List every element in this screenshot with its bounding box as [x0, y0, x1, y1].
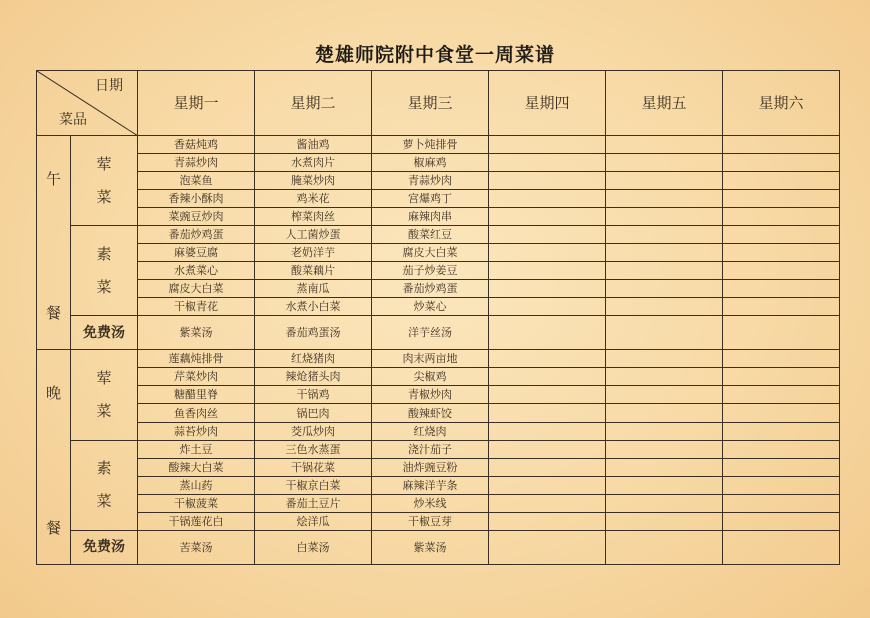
dinner-veg-row [37, 494, 840, 512]
dish-cell [723, 350, 840, 368]
dish-cell: 香菇炖鸡 [138, 136, 255, 154]
dish-cell [606, 368, 723, 386]
soup-cell [489, 530, 606, 564]
lunch-meat-row [37, 154, 840, 172]
dinner-meal-label-char: 晚 [45, 384, 61, 403]
lunch-meal-label-char: 餐 [45, 304, 61, 323]
dish-cell [489, 512, 606, 530]
dish-cell: 莲藕炖排骨 [138, 350, 255, 368]
dish-cell: 宫爆鸡丁 [372, 190, 489, 208]
dinner-meat-row [37, 422, 840, 440]
dish-cell [489, 350, 606, 368]
dish-cell: 干锅莲花白 [138, 512, 255, 530]
dish-cell [606, 386, 723, 404]
soup-cell: 紫菜汤 [138, 316, 255, 350]
soup-cell: 紫菜汤 [372, 530, 489, 564]
dish-cell [489, 226, 606, 244]
dinner-meat-row [37, 350, 840, 368]
dish-cell: 鱼香肉丝 [138, 404, 255, 422]
dish-cell: 锅巴肉 [255, 404, 372, 422]
dish-cell: 麻辣洋芋条 [372, 476, 489, 494]
lunch-meat-category-char: 荤 [96, 154, 112, 173]
lunch-veg-row [37, 280, 840, 298]
dish-cell: 番茄土豆片 [255, 494, 372, 512]
dish-cell: 红烧猪肉 [255, 350, 372, 368]
dish-cell [489, 190, 606, 208]
dish-cell [723, 226, 840, 244]
dish-cell: 老奶洋芋 [255, 244, 372, 262]
dinner-soup-label: 免费汤 [71, 530, 138, 564]
day-header: 星期三 [372, 71, 489, 136]
dish-cell [489, 476, 606, 494]
lunch-meat-row [37, 172, 840, 190]
dish-cell: 鸡米花 [255, 190, 372, 208]
dish-cell: 菜豌豆炒肉 [138, 208, 255, 226]
dish-cell [606, 136, 723, 154]
corner-date-label: 日期 [95, 78, 123, 94]
dish-cell: 青椒炒肉 [372, 386, 489, 404]
lunch-soup-label: 免费汤 [71, 316, 138, 350]
dinner-veg-row [37, 440, 840, 458]
dish-cell [489, 494, 606, 512]
dish-cell [723, 404, 840, 422]
dish-cell [606, 208, 723, 226]
dish-cell [606, 190, 723, 208]
lunch-veg-category-char: 菜 [96, 277, 112, 296]
lunch-veg-category-chars [71, 244, 137, 296]
day-header: 星期六 [723, 71, 840, 136]
dish-cell: 烩洋瓜 [255, 512, 372, 530]
dish-cell: 干锅花菜 [255, 458, 372, 476]
dish-cell: 椒麻鸡 [372, 154, 489, 172]
soup-cell [606, 530, 723, 564]
dish-cell [723, 172, 840, 190]
dish-cell [606, 458, 723, 476]
dish-cell [489, 280, 606, 298]
dish-cell [606, 512, 723, 530]
lunch-meat-category [71, 136, 138, 226]
dish-cell [606, 226, 723, 244]
dish-cell: 酸辣大白菜 [138, 458, 255, 476]
dish-cell: 酸辣虾饺 [372, 404, 489, 422]
dish-cell: 干椒青花 [138, 298, 255, 316]
dish-cell: 辣炝猪头肉 [255, 368, 372, 386]
dish-cell [606, 280, 723, 298]
dish-cell [489, 368, 606, 386]
lunch-meat-row [37, 190, 840, 208]
soup-cell [723, 530, 840, 564]
menu-body [37, 136, 840, 565]
dinner-veg-row [37, 458, 840, 476]
dish-cell: 酸菜藕片 [255, 262, 372, 280]
dish-cell: 蒸山药 [138, 476, 255, 494]
dish-cell [723, 190, 840, 208]
dish-cell: 炒菜心 [372, 298, 489, 316]
corner-header-cell [37, 71, 138, 136]
header-row [37, 71, 840, 136]
dish-cell: 麻婆豆腐 [138, 244, 255, 262]
dinner-meat-row [37, 404, 840, 422]
dish-cell: 酸菜红豆 [372, 226, 489, 244]
dish-cell: 炒米线 [372, 494, 489, 512]
dish-cell: 干椒菠菜 [138, 494, 255, 512]
dinner-meat-category [71, 350, 138, 440]
dish-cell: 青蒜炒肉 [372, 172, 489, 190]
dish-cell: 腐皮大白菜 [138, 280, 255, 298]
lunch-meal-label [37, 136, 71, 350]
soup-cell: 苦菜汤 [138, 530, 255, 564]
dish-cell: 水煮菜心 [138, 262, 255, 280]
lunch-veg-row [37, 244, 840, 262]
dinner-veg-category-char: 素 [96, 459, 112, 478]
dish-cell [606, 404, 723, 422]
dish-cell [723, 494, 840, 512]
dish-cell: 三色水蒸蛋 [255, 440, 372, 458]
weekly-menu-table [36, 70, 840, 565]
dinner-meal-label-chars [37, 350, 70, 564]
dish-cell [606, 298, 723, 316]
dish-cell [489, 298, 606, 316]
dish-cell: 蒜苔炒肉 [138, 422, 255, 440]
dish-cell [606, 350, 723, 368]
dish-cell [606, 172, 723, 190]
dish-cell: 茄子炒姜豆 [372, 262, 489, 280]
soup-cell [606, 316, 723, 350]
dish-cell [723, 136, 840, 154]
dish-cell: 红烧肉 [372, 422, 489, 440]
dish-cell [723, 262, 840, 280]
lunch-veg-row [37, 298, 840, 316]
lunch-meat-category-char: 菜 [96, 187, 112, 206]
dish-cell [489, 404, 606, 422]
dinner-meat-category-char: 荤 [96, 368, 112, 387]
lunch-meat-row [37, 208, 840, 226]
dish-cell [606, 476, 723, 494]
dish-cell [489, 440, 606, 458]
dish-cell [489, 172, 606, 190]
dish-cell [723, 208, 840, 226]
dish-cell [723, 458, 840, 476]
lunch-veg-category [71, 226, 138, 316]
dish-cell [489, 422, 606, 440]
dinner-meat-category-char: 菜 [96, 401, 112, 420]
day-header: 星期二 [255, 71, 372, 136]
soup-cell: 洋芋丝汤 [372, 316, 489, 350]
page-title: 楚雄师院附中食堂一周菜谱 [314, 44, 555, 66]
dish-cell [723, 368, 840, 386]
dish-cell: 蒸南瓜 [255, 280, 372, 298]
soup-cell [723, 316, 840, 350]
dish-cell [723, 154, 840, 172]
dish-cell: 番茄炒鸡蛋 [372, 280, 489, 298]
dish-cell [606, 440, 723, 458]
dinner-meat-row [37, 368, 840, 386]
dish-cell: 肉末两亩地 [372, 350, 489, 368]
lunch-meat-row [37, 136, 840, 154]
dish-cell [489, 262, 606, 280]
lunch-soup-row [37, 316, 840, 350]
dish-cell [723, 298, 840, 316]
dish-cell [489, 208, 606, 226]
dish-cell: 香辣小酥肉 [138, 190, 255, 208]
soup-cell [489, 316, 606, 350]
dinner-meal-label [37, 350, 71, 565]
soup-cell: 番茄鸡蛋汤 [255, 316, 372, 350]
dish-cell [606, 244, 723, 262]
dish-cell [723, 422, 840, 440]
dinner-meat-row [37, 386, 840, 404]
dish-cell: 干锅鸡 [255, 386, 372, 404]
dish-cell [489, 154, 606, 172]
dish-cell: 茭瓜炒肉 [255, 422, 372, 440]
dish-cell: 人工菌炒蛋 [255, 226, 372, 244]
dish-cell: 酱油鸡 [255, 136, 372, 154]
dish-cell: 泡菜鱼 [138, 172, 255, 190]
dish-cell: 腌菜炒肉 [255, 172, 372, 190]
dish-cell [723, 386, 840, 404]
dinner-veg-category [71, 440, 138, 530]
day-header: 星期一 [138, 71, 255, 136]
lunch-meal-label-chars [37, 136, 70, 349]
dish-cell: 番茄炒鸡蛋 [138, 226, 255, 244]
dish-cell: 水煮小白菜 [255, 298, 372, 316]
dish-cell: 糖醋里脊 [138, 386, 255, 404]
dish-cell [489, 244, 606, 262]
dish-cell: 榨菜肉丝 [255, 208, 372, 226]
lunch-veg-category-char: 素 [96, 244, 112, 263]
lunch-meal-label-char: 午 [45, 170, 61, 188]
dish-cell [606, 262, 723, 280]
dish-cell: 萝卜炖排骨 [372, 136, 489, 154]
dish-cell [723, 512, 840, 530]
corner-item-label: 菜品 [59, 112, 87, 128]
dish-cell [723, 244, 840, 262]
dish-cell [723, 440, 840, 458]
lunch-veg-row [37, 262, 840, 280]
dinner-veg-category-char: 菜 [96, 492, 112, 511]
dish-cell [723, 280, 840, 298]
dish-cell: 干椒京白菜 [255, 476, 372, 494]
dish-cell: 腐皮大白菜 [372, 244, 489, 262]
dinner-meal-label-char: 餐 [45, 519, 61, 537]
dish-cell [489, 458, 606, 476]
dish-cell: 芹菜炒肉 [138, 368, 255, 386]
dish-cell [606, 494, 723, 512]
lunch-meat-category-chars [71, 154, 137, 206]
soup-cell: 白菜汤 [255, 530, 372, 564]
dinner-veg-row [37, 476, 840, 494]
lunch-veg-row [37, 226, 840, 244]
dinner-veg-row [37, 512, 840, 530]
dish-cell: 水煮肉片 [255, 154, 372, 172]
dinner-veg-category-chars [71, 461, 137, 509]
dish-cell: 干椒豆芽 [372, 512, 489, 530]
dish-cell: 麻辣肉串 [372, 208, 489, 226]
dish-cell: 浇汁茄子 [372, 440, 489, 458]
dish-cell [723, 476, 840, 494]
dish-cell [606, 154, 723, 172]
dish-cell [489, 386, 606, 404]
dish-cell: 尖椒鸡 [372, 368, 489, 386]
dish-cell: 炸土豆 [138, 440, 255, 458]
dinner-meat-category-chars [71, 368, 137, 420]
dish-cell: 青蒜炒肉 [138, 154, 255, 172]
dish-cell [606, 422, 723, 440]
day-header: 星期五 [606, 71, 723, 136]
dish-cell: 油炸豌豆粉 [372, 458, 489, 476]
day-header: 星期四 [489, 71, 606, 136]
dish-cell [489, 136, 606, 154]
dinner-soup-row [37, 530, 840, 564]
